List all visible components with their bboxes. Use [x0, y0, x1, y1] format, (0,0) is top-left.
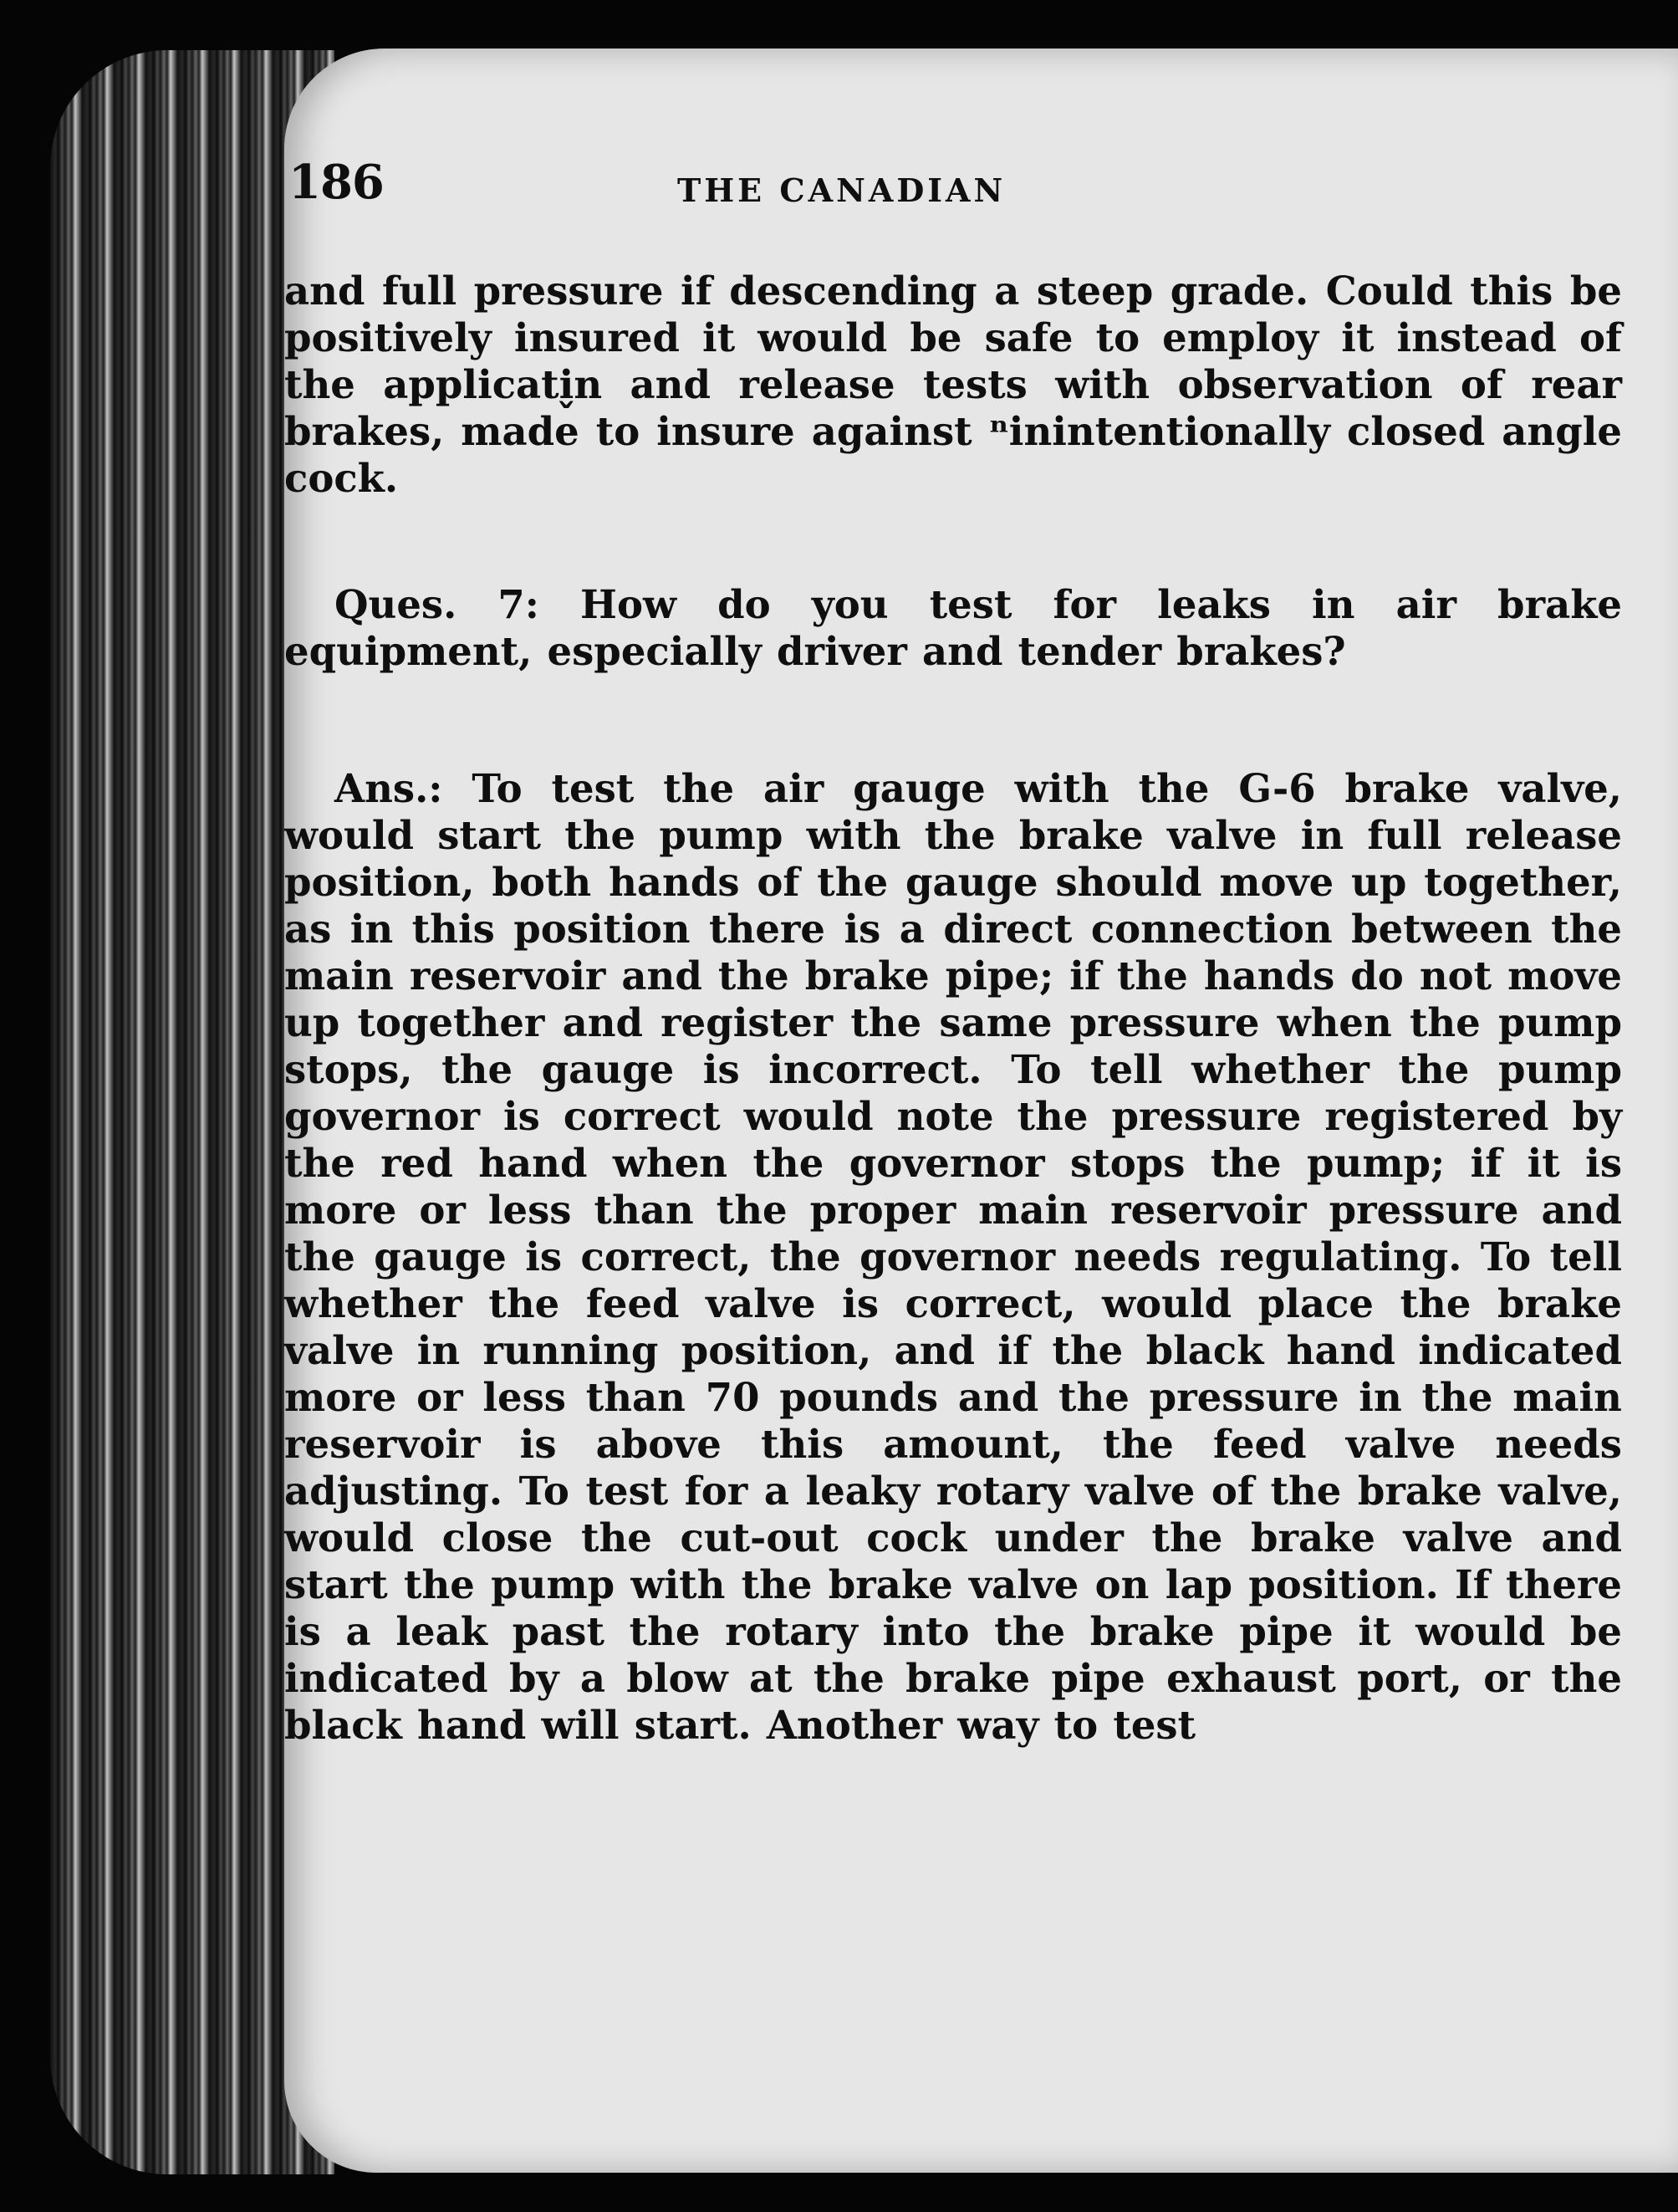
question-paragraph: Ques. 7: How do you test for leaks in air brake equipment, especially driver and tender brakes? — [284, 581, 1622, 674]
answer-paragraph: Ans.: To test the air gauge with the G-6 brake valve, would start the pump with the brake valve in full release position, both hands of the gauge should move up together, as in this position there is a direct connection between the main reservoir and the brake pipe; if the hands do not move up together and register the same pressure when the pump stops, the gauge is incorrect. To tell whether the pump governor is correct would note the pressure registered by the red hand when the governor stops the pump; if it is more or less than the proper main reservoir pressure and the gauge is correct, the governor needs regulating. To tell whether the feed valve is correct, would place the brake valve in running position, and if the black hand indicated more or less than 70 pounds and the pressure in the main reservoir is above this amount, the feed valve needs adjusting. To test for a leaky rotary valve of the brake valve, would close the cut-out cock under the brake valve and start the pump with the brake valve on lap position. If there is a leak past the rotary into the brake pipe it would be indicated by a blow at the brake pipe exhaust port, or the black hand will start. Another way to test — [284, 765, 1622, 1748]
page-number: 186 — [288, 155, 384, 210]
continuation-paragraph: and full pressure if descending a steep grade. Could this be positively insured it would be safe to employ it instead of the applicati̬n and release tests with observation of rear brakes, made to insure against ⁿinintentionally closed angle cock. — [284, 268, 1622, 501]
running-head: THE CANADIAN — [677, 171, 1007, 209]
